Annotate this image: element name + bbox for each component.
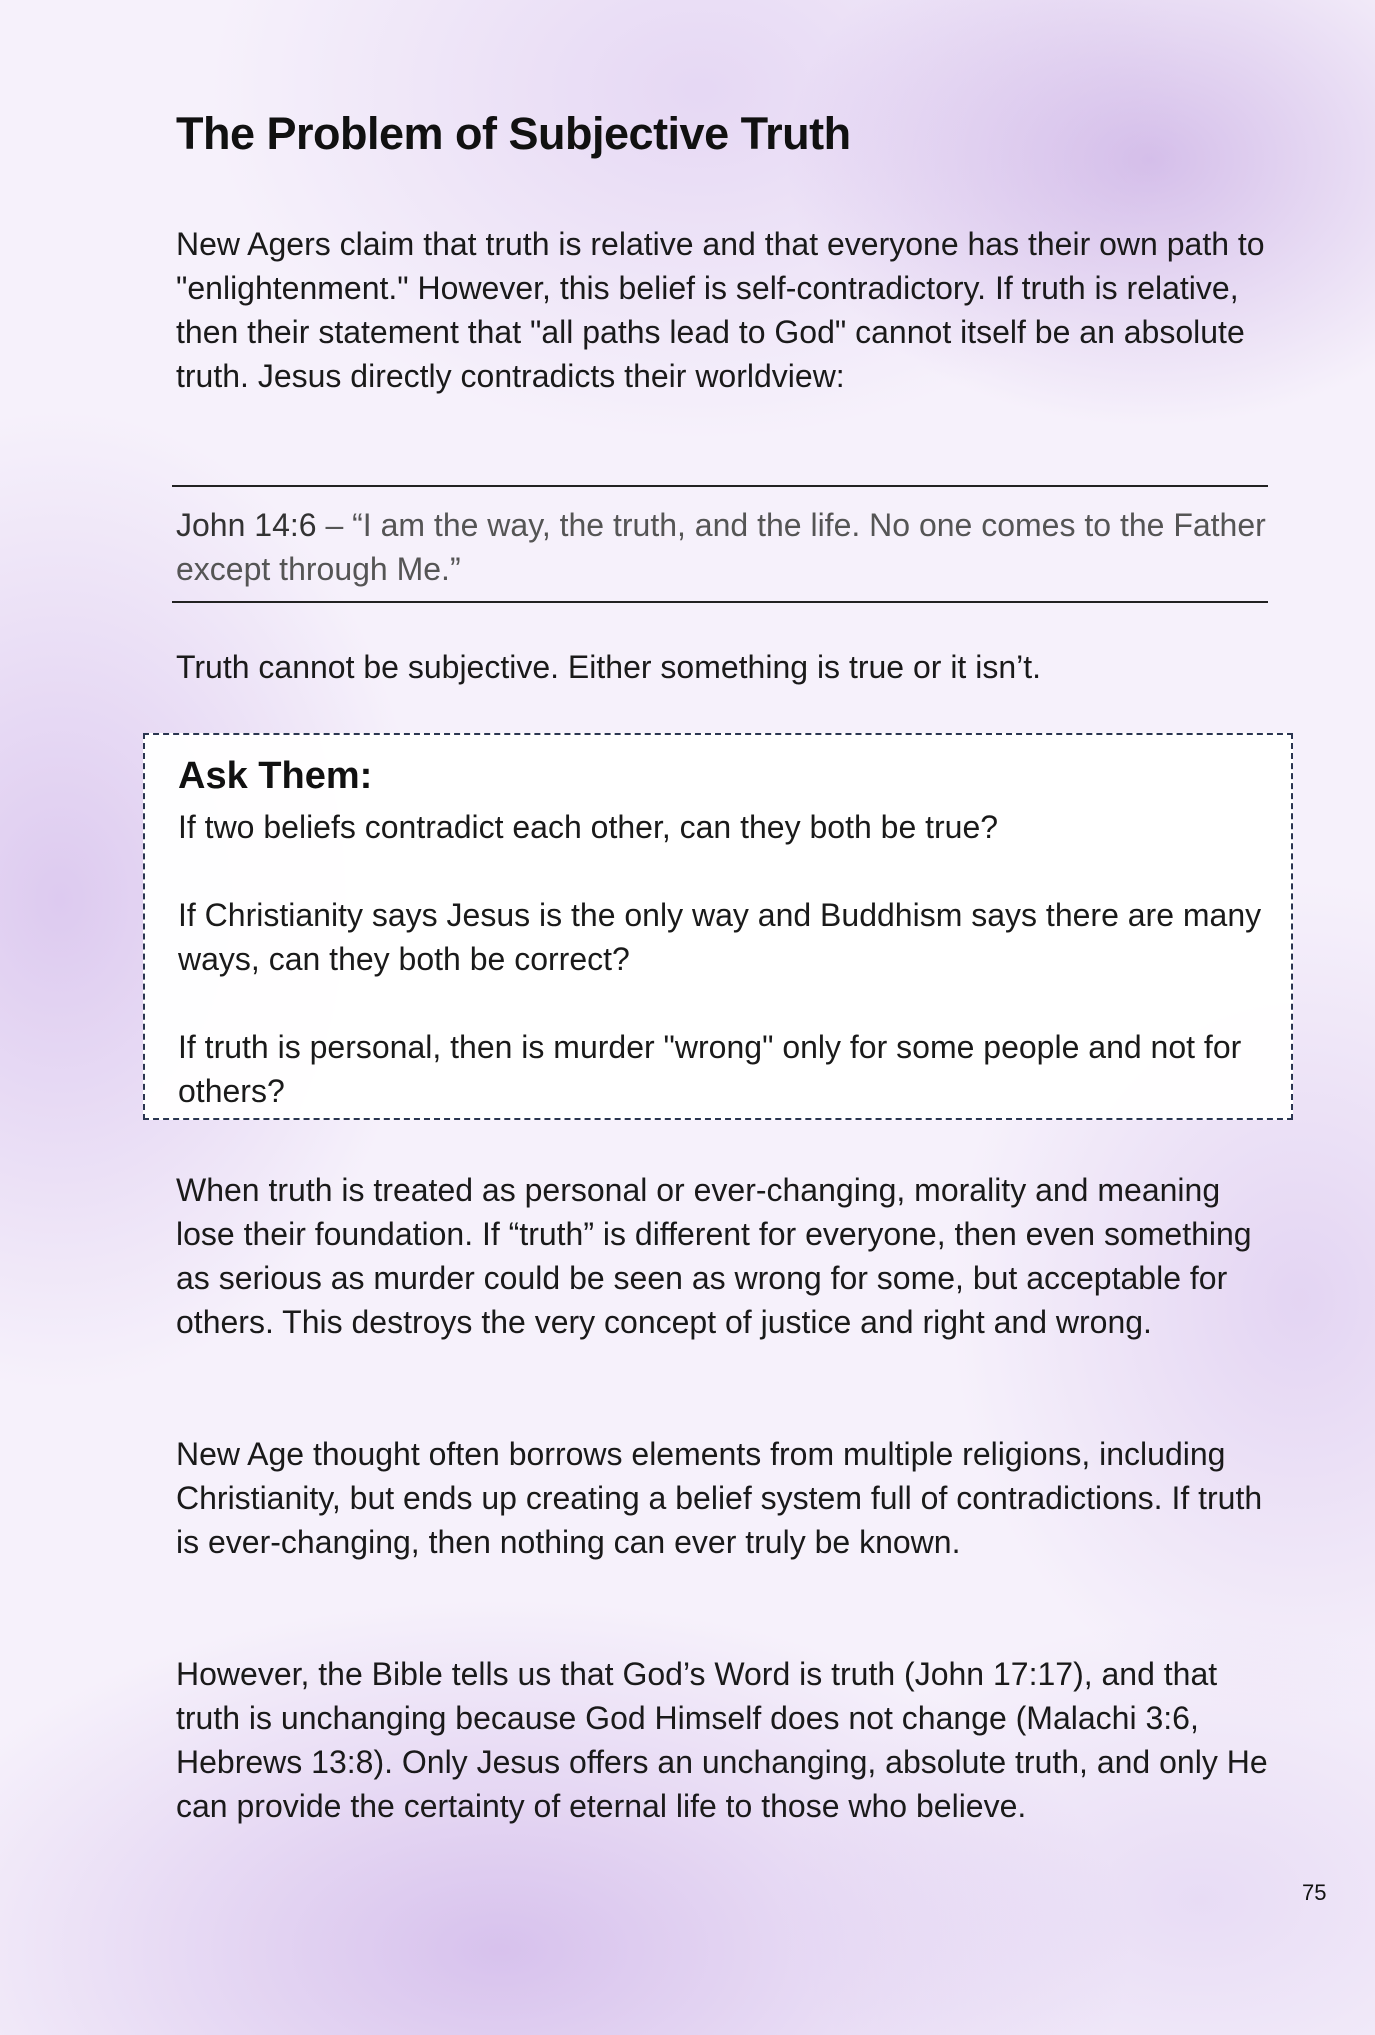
body-paragraph: When truth is treated as personal or ever-changing, morality and meaning lose their foundation. If “truth” is different for everyone, then even something as serious as murder could be seen as wrong for some, but acceptable for others. This destroys the very concept of justice and right and wrong.	[176, 1172, 1252, 1340]
question-item: If two beliefs contradict each other, can they both be true?	[178, 809, 999, 845]
ask-them-heading: Ask Them:	[178, 755, 373, 797]
statement-paragraph: Truth cannot be subjective. Either something is true or it isn’t.	[176, 649, 1041, 685]
quote-text: – “I am the way, the truth, and the life. No one comes to the Father except through Me.”	[176, 507, 1266, 587]
quote-reference: John 14:6	[176, 507, 317, 543]
intro-paragraph: New Agers claim that truth is relative and that everyone has their own path to "enlightenment." However, this belief is self-contradictory. If truth is relative, then their statement that "all paths lead to God" cannot itself be an absolute truth. Jesus directly contradicts their worldview:	[176, 226, 1265, 394]
body-paragraph: However, the Bible tells us that God’s Word is truth (John 17:17), and that truth is unchanging because God Himself does not change (Malachi 3:6, Hebrews 13:8). Only Jesus offers an unchanging, absolute truth, and only He can provide the certainty of eternal life to those who believe.	[176, 1656, 1268, 1824]
scripture-quote	[172, 485, 1268, 603]
page-number: 75	[1302, 1880, 1327, 1905]
question-item: If Christianity says Jesus is the only way and Buddhism says there are many ways, can they both be correct?	[178, 897, 1262, 977]
ask-them-box	[143, 733, 1293, 1120]
quote-text-block	[176, 503, 1266, 591]
page-title: The Problem of Subjective Truth	[176, 108, 851, 159]
body-paragraph: New Age thought often borrows elements from multiple religions, including Christianity, but ends up creating a belief system full of contradictions. If truth is ever-changing, then nothing can ever truly be known.	[176, 1436, 1263, 1560]
question-item: If truth is personal, then is murder "wrong" only for some people and not for others?	[178, 1029, 1242, 1109]
